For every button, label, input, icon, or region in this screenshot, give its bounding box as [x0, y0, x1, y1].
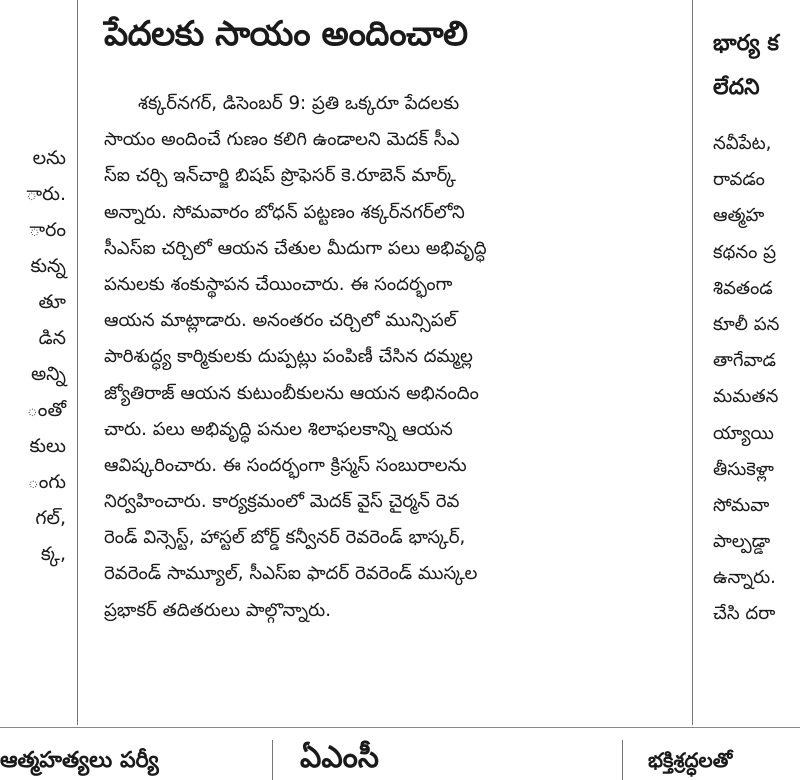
article-line: ప్రభాకర్ తదితరులు పాల్గొన్నారు.	[104, 599, 331, 621]
right-column-line: చేసి దరా	[713, 603, 776, 625]
left-column-line: ంతో	[26, 399, 66, 421]
article-line: శక్కర్‌నగర్, డిసెంబర్ 9: ప్రతి ఒక్కరూ పేదలకు	[138, 93, 460, 114]
right-column-line: య్యాయి	[713, 422, 774, 444]
bottom-headline-center: ఏఎంసీ	[300, 740, 379, 772]
left-column-fragment	[0, 140, 70, 572]
right-column-line: తాగేవాడ	[713, 350, 777, 372]
article-line: అన్నారు. సోమవారం బోధన్ పట్టణం శక్కర్‌నగర్‌లోని	[104, 201, 465, 223]
left-column-line: ారు.	[26, 183, 66, 205]
left-column-line: ంగు	[27, 471, 66, 493]
right-headline-line: లేదని	[713, 75, 760, 100]
right-column-line: కథనం ప్ర	[713, 241, 777, 263]
bottom-rule-divider-2	[622, 740, 623, 780]
article-line: సీఎస్ఐ చర్చిలో ఆయన చేతుల మీదుగా పలు అభివృద్ధి	[104, 237, 487, 259]
left-column-line: తూ	[38, 291, 66, 313]
bottom-rule	[0, 727, 800, 728]
column-rule-right	[692, 0, 693, 725]
right-column-line: శివతండ	[713, 277, 773, 299]
right-column-line: సోమవా	[713, 494, 770, 516]
article-line: సాయం అందించే గుణం కలిగి ఉండాలని మెదక్ సీఎ	[104, 129, 460, 151]
article-line: నిర్వహించారు. కార్యక్రమంలో మెదక్ వైస్ చైర్మన్ రెవ	[104, 491, 460, 513]
article-line: ఆయన మాట్లాడారు. అనంతరం చర్చిలో మున్సిపల్	[104, 310, 457, 332]
right-column-line: మమతన	[713, 386, 779, 408]
article-line: రెండ్ విన్సెస్ట్, హాస్టల్ బోర్డ్ కన్వీనర్ రెవరెండ్ భాస్కర్,	[104, 527, 466, 549]
left-column-line: ారం	[29, 219, 66, 241]
article-headline: పేదలకు సాయం అందించాలి	[104, 14, 468, 54]
article-line: స్ఐ చర్చి ఇన్‌చార్జి బిషప్ ప్రొఫెసర్ కె.రూబెన్ మార్క్	[104, 165, 456, 187]
right-column-line: ఆత్మహ	[713, 205, 765, 227]
bottom-headline-left: ఆత్మహత్యలు పర్యీ	[0, 748, 159, 773]
article-line: ఆవిష్కరించారు. ఈ సందర్భంగా క్రిస్మస్ సంబురాలను	[104, 454, 467, 476]
article-line: రెవరెండ్ సామ్యూల్, సీఎస్ఐ ఫాదర్ రెవరెండ్ ముస్కల	[104, 563, 478, 585]
left-column-line: కున్న	[30, 255, 66, 277]
left-column-line: అన్ని	[30, 363, 66, 385]
right-article-headline	[713, 22, 800, 110]
right-column-line: పాల్పడ్డా	[713, 531, 771, 553]
column-rule-left	[77, 0, 78, 725]
left-column-line: క్క,	[40, 543, 66, 565]
right-column-line: రావడం	[713, 169, 765, 191]
left-column-line: లను	[32, 147, 66, 169]
left-column-line: డిన	[38, 327, 66, 349]
right-headline-line: భార్య క	[713, 31, 779, 56]
right-column-line: నవీపేట,	[713, 133, 772, 154]
right-column-line: ఉన్నారు.	[713, 567, 776, 589]
article-line: పారిశుద్ధ్య కార్మికులకు దుప్పట్లు పంపిణీ చేసిన దమ్మల్ల	[104, 346, 473, 368]
right-column-line: కూలీ పన	[713, 313, 780, 335]
article-line: పనులకు శంకుస్థాపన చేయించారు. ఈ సందర్భంగా	[104, 273, 453, 295]
article-line: జ్యోతిరాజ్ ఆయన కుటుంబీకులను ఆయన అభినందిం	[104, 382, 479, 404]
left-column-line: కులు	[29, 435, 66, 457]
bottom-headline-right: భక్తిశ్రద్ధలతో	[648, 748, 733, 772]
left-column-line: గల్,	[35, 507, 66, 529]
right-column-line: తీసుకెళ్లా	[713, 458, 774, 480]
article-line: చారు. పలు అభివృద్ధి పనుల శిలాఫలకాన్ని ఆయన	[104, 418, 453, 440]
article-body	[104, 86, 679, 629]
bottom-rule-divider-1	[272, 740, 273, 780]
right-column-fragment	[713, 126, 800, 633]
